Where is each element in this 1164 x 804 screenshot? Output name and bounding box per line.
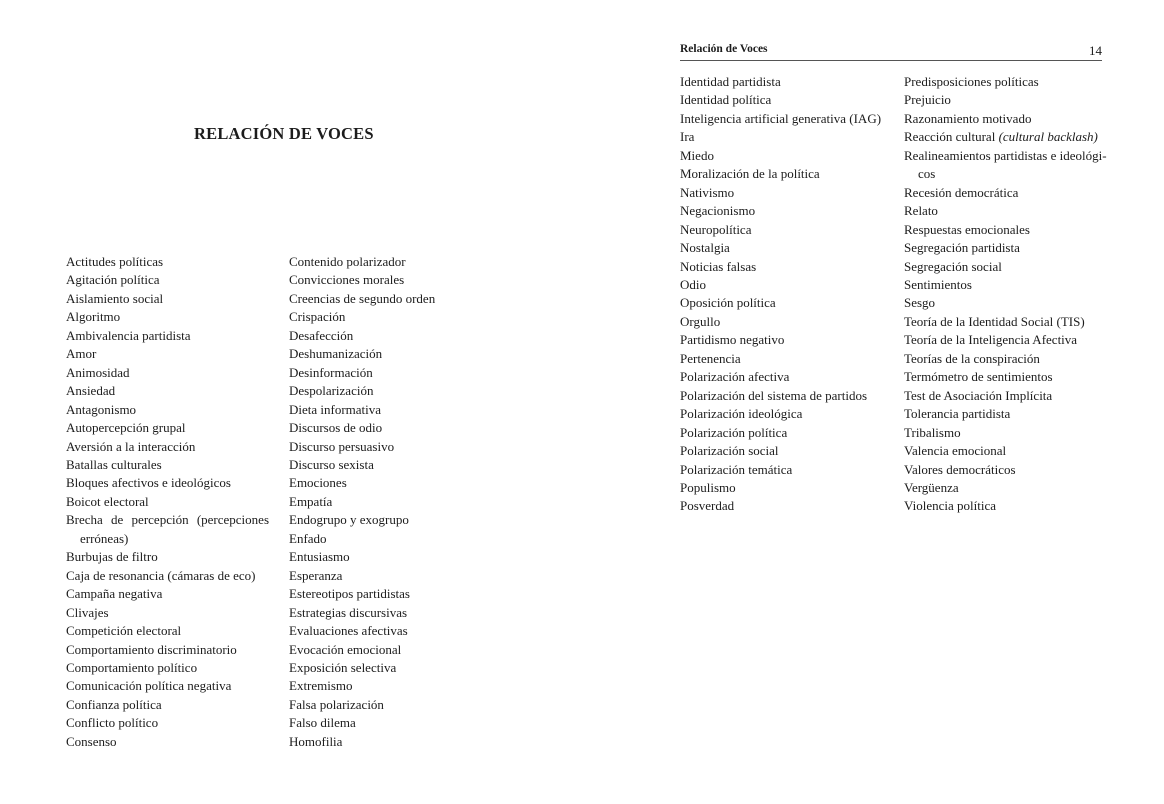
- term-entry: Desinformación: [289, 364, 373, 380]
- term-entry: Ansiedad: [66, 383, 116, 399]
- term-entry: Predisposiciones políticas: [904, 74, 1039, 89]
- page-number: 14: [1089, 43, 1102, 58]
- term-entry: Deshumanización: [289, 346, 383, 362]
- term-entry: Discursos de odio: [289, 420, 383, 436]
- term-entry: Boicot electoral: [66, 493, 149, 509]
- term-entry: Comportamiento discriminatorio: [66, 641, 237, 657]
- term-entry: Valencia emocional: [904, 443, 1007, 459]
- term-entry: Animosidad: [66, 364, 130, 380]
- term-entry: Brecha de percepción (percepciones erróneas): [66, 512, 269, 546]
- term-entry: Bloques afectivos e ideológicos: [66, 475, 231, 491]
- term-entry: Exposición selectiva: [289, 659, 397, 675]
- term-entry: Sesgo: [904, 295, 936, 311]
- term-entry: Teoría de la Identidad Social (TIS): [904, 313, 1085, 329]
- term-entry: Estrategias discursivas: [289, 604, 408, 620]
- term-italic-gloss: (cultural backlash): [998, 129, 1098, 145]
- term-entry: Moralización de la política: [680, 166, 820, 182]
- term-entry: Partidismo negativo: [680, 332, 785, 348]
- term-entry: Termómetro de sentimientos: [904, 369, 1053, 385]
- term-entry: Evocación emocional: [289, 641, 402, 657]
- term-entry: Convicciones morales: [289, 272, 405, 288]
- term-entry: Comportamiento político: [66, 659, 198, 675]
- term-entry: Creencias de segundo orden: [289, 290, 436, 306]
- term-entry: Pertenencia: [680, 350, 741, 366]
- right-page: [582, 0, 1164, 804]
- term-entry: Segregación social: [904, 258, 1002, 274]
- term-entry: Razonamiento motivado: [904, 110, 1032, 126]
- term-entry: Clivajes: [66, 604, 109, 620]
- term-entry: Neuropolítica: [680, 221, 752, 237]
- term-entry: Polarización del sistema de partidos: [680, 387, 868, 403]
- term-entry: Caja de resonancia (cámaras de eco): [66, 567, 256, 583]
- term-entry: Dieta informativa: [289, 401, 382, 417]
- term-entry: Conflicto político: [66, 715, 159, 731]
- term-entry: Entusiasmo: [289, 549, 350, 565]
- term-entry: Agitación política: [66, 272, 160, 288]
- term-entry: Actitudes políticas: [66, 254, 164, 269]
- term-entry: Empatía: [289, 493, 333, 509]
- term-entry: Falsa polarización: [289, 696, 384, 712]
- term-entry: Aislamiento social: [66, 290, 164, 306]
- term-list-left-column-2: [289, 253, 469, 751]
- running-header: [680, 43, 1102, 61]
- term-list-right-column-2: [904, 73, 1109, 516]
- term-entry: Vergüenza: [904, 479, 959, 495]
- term-entry: Amor: [66, 346, 97, 362]
- term-entry: Discurso sexista: [289, 456, 374, 472]
- term-entry: Populismo: [680, 479, 736, 495]
- term-entry: Identidad partidista: [680, 74, 781, 89]
- term-entry: Polarización social: [680, 443, 779, 459]
- term-entry: Crispación: [289, 309, 346, 325]
- term-main-text: Reacción cultural: [904, 129, 999, 145]
- term-entry: Valores democráticos: [904, 461, 1016, 477]
- term-entry: Polarización temática: [680, 461, 793, 477]
- term-entry: Endogrupo y exogrupo: [289, 512, 409, 528]
- term-list-left-column-1: [66, 253, 269, 751]
- term-entry: Emociones: [289, 475, 347, 491]
- term-entry: Negacionismo: [680, 203, 756, 219]
- term-entry: Realineamientos partidistas e ideológi-cos: [904, 147, 1107, 182]
- term-entry: Miedo: [680, 147, 714, 163]
- term-entry: Desafección: [289, 327, 354, 343]
- term-entry: Homofilia: [289, 733, 343, 749]
- term-entry: Evaluaciones afectivas: [289, 623, 408, 639]
- term-entry: Teorías de la conspiración: [904, 350, 1040, 366]
- term-entry: Teoría de la Inteligencia Afectiva: [904, 332, 1078, 348]
- term-entry: Violencia política: [904, 498, 996, 514]
- term-entry: Extremismo: [289, 678, 353, 694]
- term-entry: Ambivalencia partidista: [66, 327, 191, 343]
- term-entry: Polarización ideológica: [680, 406, 803, 422]
- term-entry: Batallas culturales: [66, 456, 162, 472]
- term-entry: Posverdad: [680, 498, 735, 514]
- term-entry: Discurso persuasivo: [289, 438, 395, 454]
- term-entry: Sentimientos: [904, 276, 972, 292]
- term-entry: Tolerancia partidista: [904, 406, 1011, 422]
- term-entry: Enfado: [289, 530, 327, 546]
- term-entry: Campaña negativa: [66, 586, 163, 602]
- term-entry: Test de Asociación Implícita: [904, 387, 1053, 403]
- term-entry: Confianza política: [66, 696, 162, 712]
- term-entry: Polarización afectiva: [680, 369, 790, 385]
- term-entry: Relato: [904, 203, 938, 219]
- term-entry: Aversión a la interacción: [66, 438, 196, 454]
- term-entry: Tribalismo: [904, 424, 961, 440]
- term-entry: Ira: [680, 129, 695, 145]
- term-entry: Prejuicio: [904, 92, 951, 108]
- term-entry: Antagonismo: [66, 401, 137, 417]
- term-entry: Respuestas emocionales: [904, 221, 1030, 237]
- term-entry: Oposición política: [680, 295, 776, 311]
- term-entry: Orgullo: [680, 313, 721, 329]
- running-title: Relación de Voces: [680, 43, 768, 55]
- term-entry: Consenso: [66, 733, 117, 749]
- term-entry: Polarización política: [680, 424, 788, 440]
- term-entry: Contenido polarizador: [289, 254, 406, 269]
- term-entry: Comunicación política negativa: [66, 678, 232, 694]
- term-entry: Odio: [680, 276, 706, 292]
- term-entry: Segregación partidista: [904, 240, 1020, 256]
- term-entry: Nostalgia: [680, 240, 730, 256]
- term-entry: Esperanza: [289, 567, 343, 583]
- term-entry: Inteligencia artificial generativa (IAG): [680, 110, 882, 126]
- term-entry: Recesión democrática: [904, 184, 1019, 200]
- term-entry: Autopercepción grupal: [66, 420, 186, 436]
- term-entry: Estereotipos partidistas: [289, 586, 410, 602]
- term-entry: Competición electoral: [66, 623, 182, 639]
- term-entry-cultural-reaction: [904, 128, 1109, 146]
- term-entry: Despolarización: [289, 383, 374, 399]
- section-title: RELACIÓN DE VOCES: [194, 124, 374, 143]
- term-entry: Identidad política: [680, 92, 772, 108]
- term-entry: Nativismo: [680, 184, 735, 200]
- term-entry: Burbujas de filtro: [66, 549, 158, 565]
- term-entry: Algoritmo: [66, 309, 121, 325]
- term-list-right-column-1: [680, 73, 902, 516]
- term-entry: Noticias falsas: [680, 258, 757, 274]
- term-entry: Falso dilema: [289, 715, 356, 731]
